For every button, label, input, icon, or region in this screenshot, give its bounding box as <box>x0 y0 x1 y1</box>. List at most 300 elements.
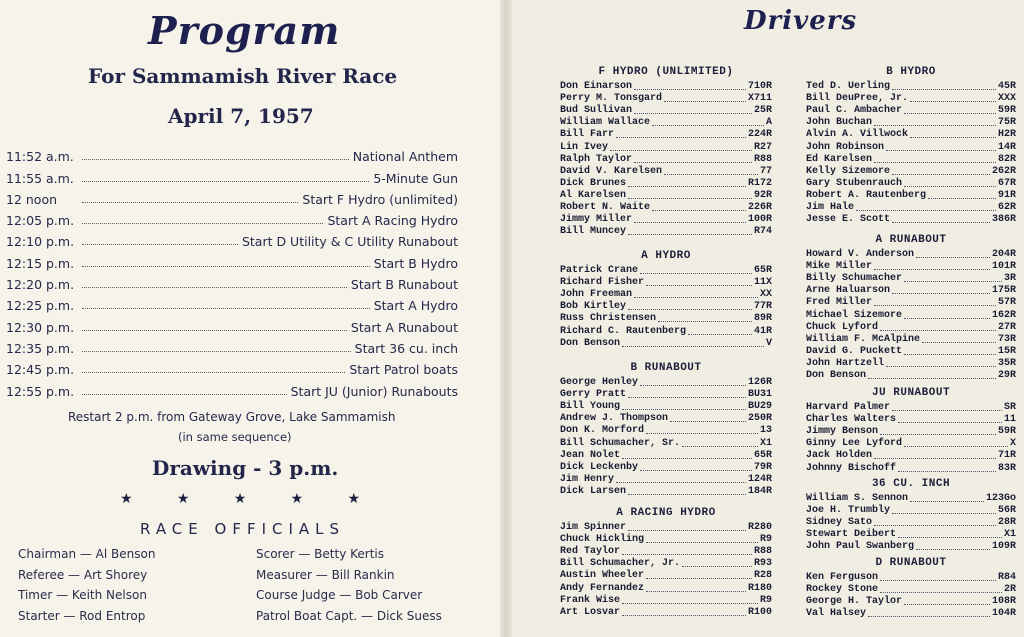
schedule-row <box>6 313 458 334</box>
driver-row <box>806 248 1016 260</box>
schedule-time: 12 noon <box>6 191 58 207</box>
dot-leader <box>874 525 996 526</box>
driver-name: Richard C. Rautenberg <box>560 325 687 337</box>
driver-name: William F. McAlpine <box>806 333 921 345</box>
driver-row <box>806 92 1016 104</box>
driver-row <box>560 300 772 312</box>
driver-row <box>806 595 1016 607</box>
dot-leader <box>892 174 990 175</box>
boat-number: 3R <box>1003 273 1016 285</box>
boat-number: 59R <box>997 426 1016 438</box>
driver-name: Andrew J. Thompson <box>560 413 669 425</box>
boat-number: R172 <box>747 177 772 189</box>
driver-row <box>806 189 1016 201</box>
driver-name: David V. Karelsen <box>560 165 663 177</box>
dot-leader <box>688 334 752 335</box>
driver-name: David G. Puckett <box>806 345 903 357</box>
official-entry: Timer — Keith Nelson <box>18 588 147 602</box>
driver-section <box>806 234 1016 381</box>
driver-name: Jesse E. Scott <box>806 214 891 226</box>
driver-row <box>806 321 1016 333</box>
driver-row <box>806 571 1016 583</box>
driver-name: Chuck Lyford <box>806 321 879 333</box>
driver-row <box>806 449 1016 461</box>
driver-row <box>560 606 772 618</box>
schedule-event: 5-Minute Gun <box>373 170 458 186</box>
dot-leader <box>82 351 351 352</box>
section-heading: 36 CU. INCH <box>871 478 951 490</box>
schedule-time: 12:45 p.m. <box>6 362 75 378</box>
driver-name: Billy Schumacher <box>806 273 903 285</box>
dot-leader <box>928 198 996 199</box>
driver-row <box>806 583 1016 595</box>
boat-number: R88 <box>753 546 772 558</box>
driver-row <box>560 104 772 116</box>
section-heading: B HYDRO <box>886 66 936 78</box>
dot-leader <box>622 554 752 555</box>
dot-leader <box>82 330 347 331</box>
driver-name: Fred Miller <box>806 297 873 309</box>
boat-number: 83R <box>997 462 1016 474</box>
boat-number: 123Go <box>985 493 1016 505</box>
boat-number: 11 <box>1003 414 1016 426</box>
driver-name: Bill Young <box>560 401 621 413</box>
schedule-time: 12:35 p.m. <box>6 340 75 356</box>
driver-row <box>560 533 772 545</box>
dot-leader <box>646 285 752 286</box>
driver-name: Dick Larsen <box>560 485 627 497</box>
schedule-time: 11:55 a.m. <box>6 170 74 186</box>
driver-name: Bill Schumacher, Jr. <box>560 558 681 570</box>
boat-number: 77R <box>753 301 772 313</box>
dot-leader <box>634 89 746 90</box>
star-icon: ★ <box>347 490 360 506</box>
boat-number: H2R <box>997 129 1016 141</box>
dot-leader <box>616 137 746 138</box>
boat-number: 28R <box>997 517 1016 529</box>
boat-number: XX <box>759 289 772 301</box>
boat-number: R28 <box>753 570 772 582</box>
dot-leader <box>922 342 996 343</box>
boat-number: V <box>765 337 772 349</box>
driver-row <box>560 312 772 324</box>
driver-name: George H. Taylor <box>806 596 903 608</box>
section-heading: A RUNABOUT <box>875 234 947 246</box>
boat-number: X711 <box>747 93 772 105</box>
driver-name: Alvin A. Villwock <box>806 129 909 141</box>
boat-number: 91R <box>997 189 1016 201</box>
section-heading: D RUNABOUT <box>875 557 947 569</box>
dot-leader <box>856 210 996 211</box>
boat-number: 41R <box>753 325 772 337</box>
boat-number: 65R <box>753 265 772 277</box>
driver-section <box>806 387 1016 474</box>
dot-leader <box>874 305 996 306</box>
driver-row <box>560 201 772 213</box>
boat-number: 56R <box>997 505 1016 517</box>
dot-leader <box>904 446 1008 447</box>
driver-row <box>806 284 1016 296</box>
boat-number: R280 <box>747 522 772 534</box>
schedule-row <box>6 249 458 270</box>
schedule-time: 11:52 a.m. <box>6 149 74 165</box>
boat-number: 100R <box>747 214 772 226</box>
boat-number: 35R <box>997 357 1016 369</box>
dot-leader <box>628 234 752 235</box>
boat-number: 79R <box>753 461 772 473</box>
official-entry: Referee — Art Shorey <box>18 567 148 582</box>
official-entry: Chairman — Al Benson <box>18 547 156 561</box>
boat-number: R9 <box>759 534 772 546</box>
dot-leader <box>82 202 298 203</box>
driver-row <box>560 177 772 189</box>
driver-name: Jimmy Benson <box>806 426 879 438</box>
dot-leader <box>904 354 996 355</box>
driver-name: Lin Ivey <box>560 141 609 153</box>
dot-leader <box>874 125 996 126</box>
driver-row <box>560 337 772 349</box>
dot-leader <box>646 433 758 434</box>
schedule-event: Start B Runabout <box>350 277 458 293</box>
dot-leader <box>622 603 758 604</box>
dot-leader <box>898 471 996 472</box>
boat-number: 108R <box>991 596 1016 608</box>
boat-number: R93 <box>753 558 772 570</box>
driver-row <box>560 116 772 128</box>
driver-row <box>806 140 1016 152</box>
driver-row <box>560 165 772 177</box>
officials-right-column <box>256 547 442 629</box>
boat-number: 124R <box>747 473 772 485</box>
boat-number: R88 <box>753 153 772 165</box>
driver-row <box>560 92 772 104</box>
dot-leader <box>898 422 1002 423</box>
dot-leader <box>82 394 287 395</box>
driver-name: Joe H. Trumbly <box>806 505 891 517</box>
driver-name: Richard Fisher <box>560 277 645 289</box>
star-icon: ★ <box>233 490 247 506</box>
dot-leader <box>646 591 746 592</box>
dot-leader <box>874 162 996 163</box>
boat-number: R74 <box>753 226 772 238</box>
dot-leader <box>886 366 996 367</box>
driver-row <box>560 213 772 225</box>
dot-leader <box>628 186 746 187</box>
dot-leader <box>682 446 758 447</box>
driver-name: Val Halsey <box>806 608 867 620</box>
driver-name: Kelly Sizemore <box>806 165 891 177</box>
star-icon: ★ <box>120 490 133 506</box>
boat-number: 11X <box>753 277 772 289</box>
dot-leader <box>880 592 1002 593</box>
dot-leader <box>868 378 996 379</box>
boat-number: 67R <box>997 177 1016 189</box>
driver-name: Dick Leckenby <box>560 461 639 473</box>
driver-name: Dick Brunes <box>560 177 627 189</box>
dot-leader <box>646 578 752 579</box>
boat-number: 262R <box>991 165 1016 177</box>
driver-name: Andy Fernandez <box>560 582 645 594</box>
dot-leader <box>634 162 752 163</box>
page-fold <box>500 0 512 637</box>
driver-row <box>806 504 1016 516</box>
section-heading: JU RUNABOUT <box>871 387 951 399</box>
driver-name: William S. Sennon <box>806 493 909 505</box>
boat-number: 710R <box>747 81 772 93</box>
driver-row <box>560 376 772 388</box>
driver-row <box>560 485 772 497</box>
driver-name: Perry M. Tonsgard <box>560 93 663 105</box>
driver-name: Robert A. Rautenberg <box>806 189 927 201</box>
dot-leader <box>622 615 746 616</box>
dot-leader <box>880 434 996 435</box>
driver-name: Ken Ferguson <box>806 572 879 584</box>
schedule-row <box>6 228 458 249</box>
dot-leader <box>646 542 758 543</box>
driver-row <box>560 569 772 581</box>
driver-row <box>560 288 772 300</box>
dot-leader <box>682 566 752 567</box>
boat-number: X1 <box>1003 529 1016 541</box>
driver-name: Red Taylor <box>560 546 621 558</box>
driver-row <box>560 276 772 288</box>
driver-row <box>560 473 772 485</box>
driver-row <box>806 201 1016 213</box>
driver-row <box>560 264 772 276</box>
dot-leader <box>640 470 752 471</box>
dot-leader <box>82 181 369 182</box>
boat-number: R100 <box>747 606 772 618</box>
driver-name: John Hartzell <box>806 357 885 369</box>
driver-name: Ted D. Uerling <box>806 81 891 93</box>
boat-number: 82R <box>997 153 1016 165</box>
driver-row <box>806 357 1016 369</box>
driver-row <box>806 516 1016 528</box>
driver-name: Art Losvar <box>560 606 621 618</box>
dot-leader <box>874 269 990 270</box>
driver-row <box>806 413 1016 425</box>
dot-leader <box>910 137 996 138</box>
driver-row <box>806 153 1016 165</box>
schedule-event: Start A Racing Hydro <box>327 213 458 229</box>
driver-row <box>806 492 1016 504</box>
driver-row <box>560 128 772 140</box>
boat-number: 204R <box>991 249 1016 261</box>
driver-name: Stewart Deibert <box>806 529 897 541</box>
boat-number: 101R <box>991 261 1016 273</box>
driver-name: Charles Walters <box>806 414 897 426</box>
dot-leader <box>652 125 764 126</box>
boat-number: 62R <box>997 202 1016 214</box>
schedule-row <box>6 335 458 356</box>
driver-name: Chuck Hickling <box>560 534 645 546</box>
driver-row <box>806 116 1016 128</box>
driver-section <box>806 66 1016 225</box>
dot-leader <box>892 89 996 90</box>
driver-row <box>806 165 1016 177</box>
boat-number: XXX <box>997 93 1016 105</box>
boat-number: R9 <box>759 594 772 606</box>
boat-number: 71R <box>997 450 1016 462</box>
dot-leader <box>904 113 996 114</box>
schedule-row <box>6 377 458 398</box>
driver-row <box>560 400 772 412</box>
driver-row <box>806 213 1016 225</box>
driver-name: Bill Muncey <box>560 226 627 238</box>
boat-number: 89R <box>753 313 772 325</box>
star-icon: ★ <box>290 490 304 506</box>
boat-number: 2R <box>1003 584 1016 596</box>
driver-name: Don K. Morford <box>560 425 645 437</box>
schedule-row <box>6 292 458 313</box>
boat-number: R180 <box>747 582 772 594</box>
boat-number: 126R <box>747 377 772 389</box>
boat-number: A <box>765 117 772 129</box>
restart-sequence-note: (in same sequence) <box>178 430 292 444</box>
boat-number: 104R <box>991 608 1016 620</box>
star-icon: ★ <box>176 490 190 506</box>
boat-number: 45R <box>997 81 1016 93</box>
driver-row <box>560 436 772 448</box>
schedule-list <box>6 143 458 399</box>
boat-number: R84 <box>997 572 1016 584</box>
driver-name: John Robinson <box>806 141 885 153</box>
driver-name: Howard V. Anderson <box>806 249 915 261</box>
driver-name: Ed Karelsen <box>806 153 873 165</box>
section-heading: A RACING HYDRO <box>616 507 716 519</box>
driver-row <box>806 296 1016 308</box>
driver-name: Bud Sullivan <box>560 105 633 117</box>
boat-number: 226R <box>747 202 772 214</box>
driver-name: John Freeman <box>560 289 633 301</box>
schedule-row <box>6 186 458 207</box>
schedule-event: Start D Utility & C Utility Runabout <box>241 234 458 250</box>
driver-row <box>806 437 1016 449</box>
boat-number: 386R <box>991 214 1016 226</box>
driver-name: John Buchan <box>806 117 873 129</box>
driver-name: Paul C. Ambacher <box>806 105 903 117</box>
driver-section <box>560 66 772 237</box>
driver-name: Ralph Taylor <box>560 153 633 165</box>
official-entry: Measurer — Bill Rankin <box>256 567 395 582</box>
driver-name: Johnny Bischoff <box>806 462 897 474</box>
driver-name: Jim Hale <box>806 202 855 214</box>
driver-name: Russ Christensen <box>560 313 657 325</box>
dot-leader <box>670 421 746 422</box>
boat-number: 15R <box>997 345 1016 357</box>
driver-row <box>560 388 772 400</box>
driver-name: William Wallace <box>560 117 651 129</box>
race-officials-heading: RACE OFFICIALS <box>140 520 346 538</box>
driver-name: Jack Holden <box>806 450 873 462</box>
schedule-event: Start JU (Junior) Runabouts <box>290 383 458 399</box>
boat-number: 175R <box>991 285 1016 297</box>
dot-leader <box>610 150 752 151</box>
driver-row <box>560 153 772 165</box>
driver-row <box>806 177 1016 189</box>
driver-row <box>560 581 772 593</box>
driver-row <box>560 189 772 201</box>
driver-row <box>806 333 1016 345</box>
driver-row <box>560 545 772 557</box>
drawing-time: Drawing - 3 p.m. <box>152 456 339 480</box>
boat-number: 75R <box>997 117 1016 129</box>
dot-leader <box>910 501 984 502</box>
driver-row <box>560 557 772 569</box>
driver-row <box>560 594 772 606</box>
dot-leader <box>628 530 746 531</box>
schedule-event: Start A Runabout <box>350 319 458 335</box>
driver-row <box>806 425 1016 437</box>
schedule-event: Start 36 cu. inch <box>354 340 458 356</box>
driver-row <box>806 260 1016 272</box>
driver-name: Bill Farr <box>560 129 615 141</box>
boat-number: 14R <box>997 141 1016 153</box>
driver-row <box>560 225 772 237</box>
driver-name: Rockey Stone <box>806 584 879 596</box>
driver-row <box>806 607 1016 619</box>
dot-leader <box>892 293 990 294</box>
boat-number: 250R <box>747 413 772 425</box>
driver-row <box>806 401 1016 413</box>
driver-row <box>806 369 1016 381</box>
schedule-time: 12:15 p.m. <box>6 255 75 271</box>
dot-leader <box>868 616 990 617</box>
driver-section <box>560 362 772 497</box>
boat-number: 109R <box>991 541 1016 553</box>
driver-name: John Paul Swanberg <box>806 541 915 553</box>
dot-leader <box>892 410 1002 411</box>
driver-row <box>806 128 1016 140</box>
boat-number: X1 <box>759 437 772 449</box>
driver-row <box>806 104 1016 116</box>
section-heading: F HYDRO (UNLIMITED) <box>598 66 734 78</box>
official-entry: Course Judge — Bob Carver <box>256 588 423 602</box>
dot-leader <box>916 549 990 550</box>
section-heading: A HYDRO <box>641 250 691 262</box>
boat-number: 73R <box>997 333 1016 345</box>
boat-number: 77 <box>759 165 772 177</box>
official-entry: Scorer — Betty Kertis <box>256 547 384 561</box>
driver-row <box>560 461 772 473</box>
driver-name: Jimmy Miller <box>560 214 633 226</box>
driver-name: Jim Spinner <box>560 522 627 534</box>
schedule-row <box>6 356 458 377</box>
driver-row <box>560 424 772 436</box>
driver-name: Michael Sizemore <box>806 309 903 321</box>
schedule-row <box>6 164 458 185</box>
program-subtitle: For Sammamish River Race <box>88 64 398 88</box>
dot-leader <box>910 101 996 102</box>
dot-leader <box>82 159 349 160</box>
dot-leader <box>628 494 746 495</box>
dot-leader <box>628 309 752 310</box>
schedule-time: 12:30 p.m. <box>6 319 75 335</box>
driver-name: Bob Kirtley <box>560 301 627 313</box>
boat-number: 13 <box>759 425 772 437</box>
schedule-time: 12:20 p.m. <box>6 277 75 293</box>
dot-leader <box>664 174 758 175</box>
driver-row <box>560 412 772 424</box>
schedule-time: 12:55 p.m. <box>6 383 75 399</box>
section-heading: B RUNABOUT <box>630 362 702 374</box>
boat-number: 27R <box>997 321 1016 333</box>
driver-name: George Henley <box>560 377 639 389</box>
boat-number: 162R <box>991 309 1016 321</box>
program-title: Program <box>148 8 341 53</box>
schedule-row <box>6 271 458 292</box>
boat-number: 59R <box>997 105 1016 117</box>
